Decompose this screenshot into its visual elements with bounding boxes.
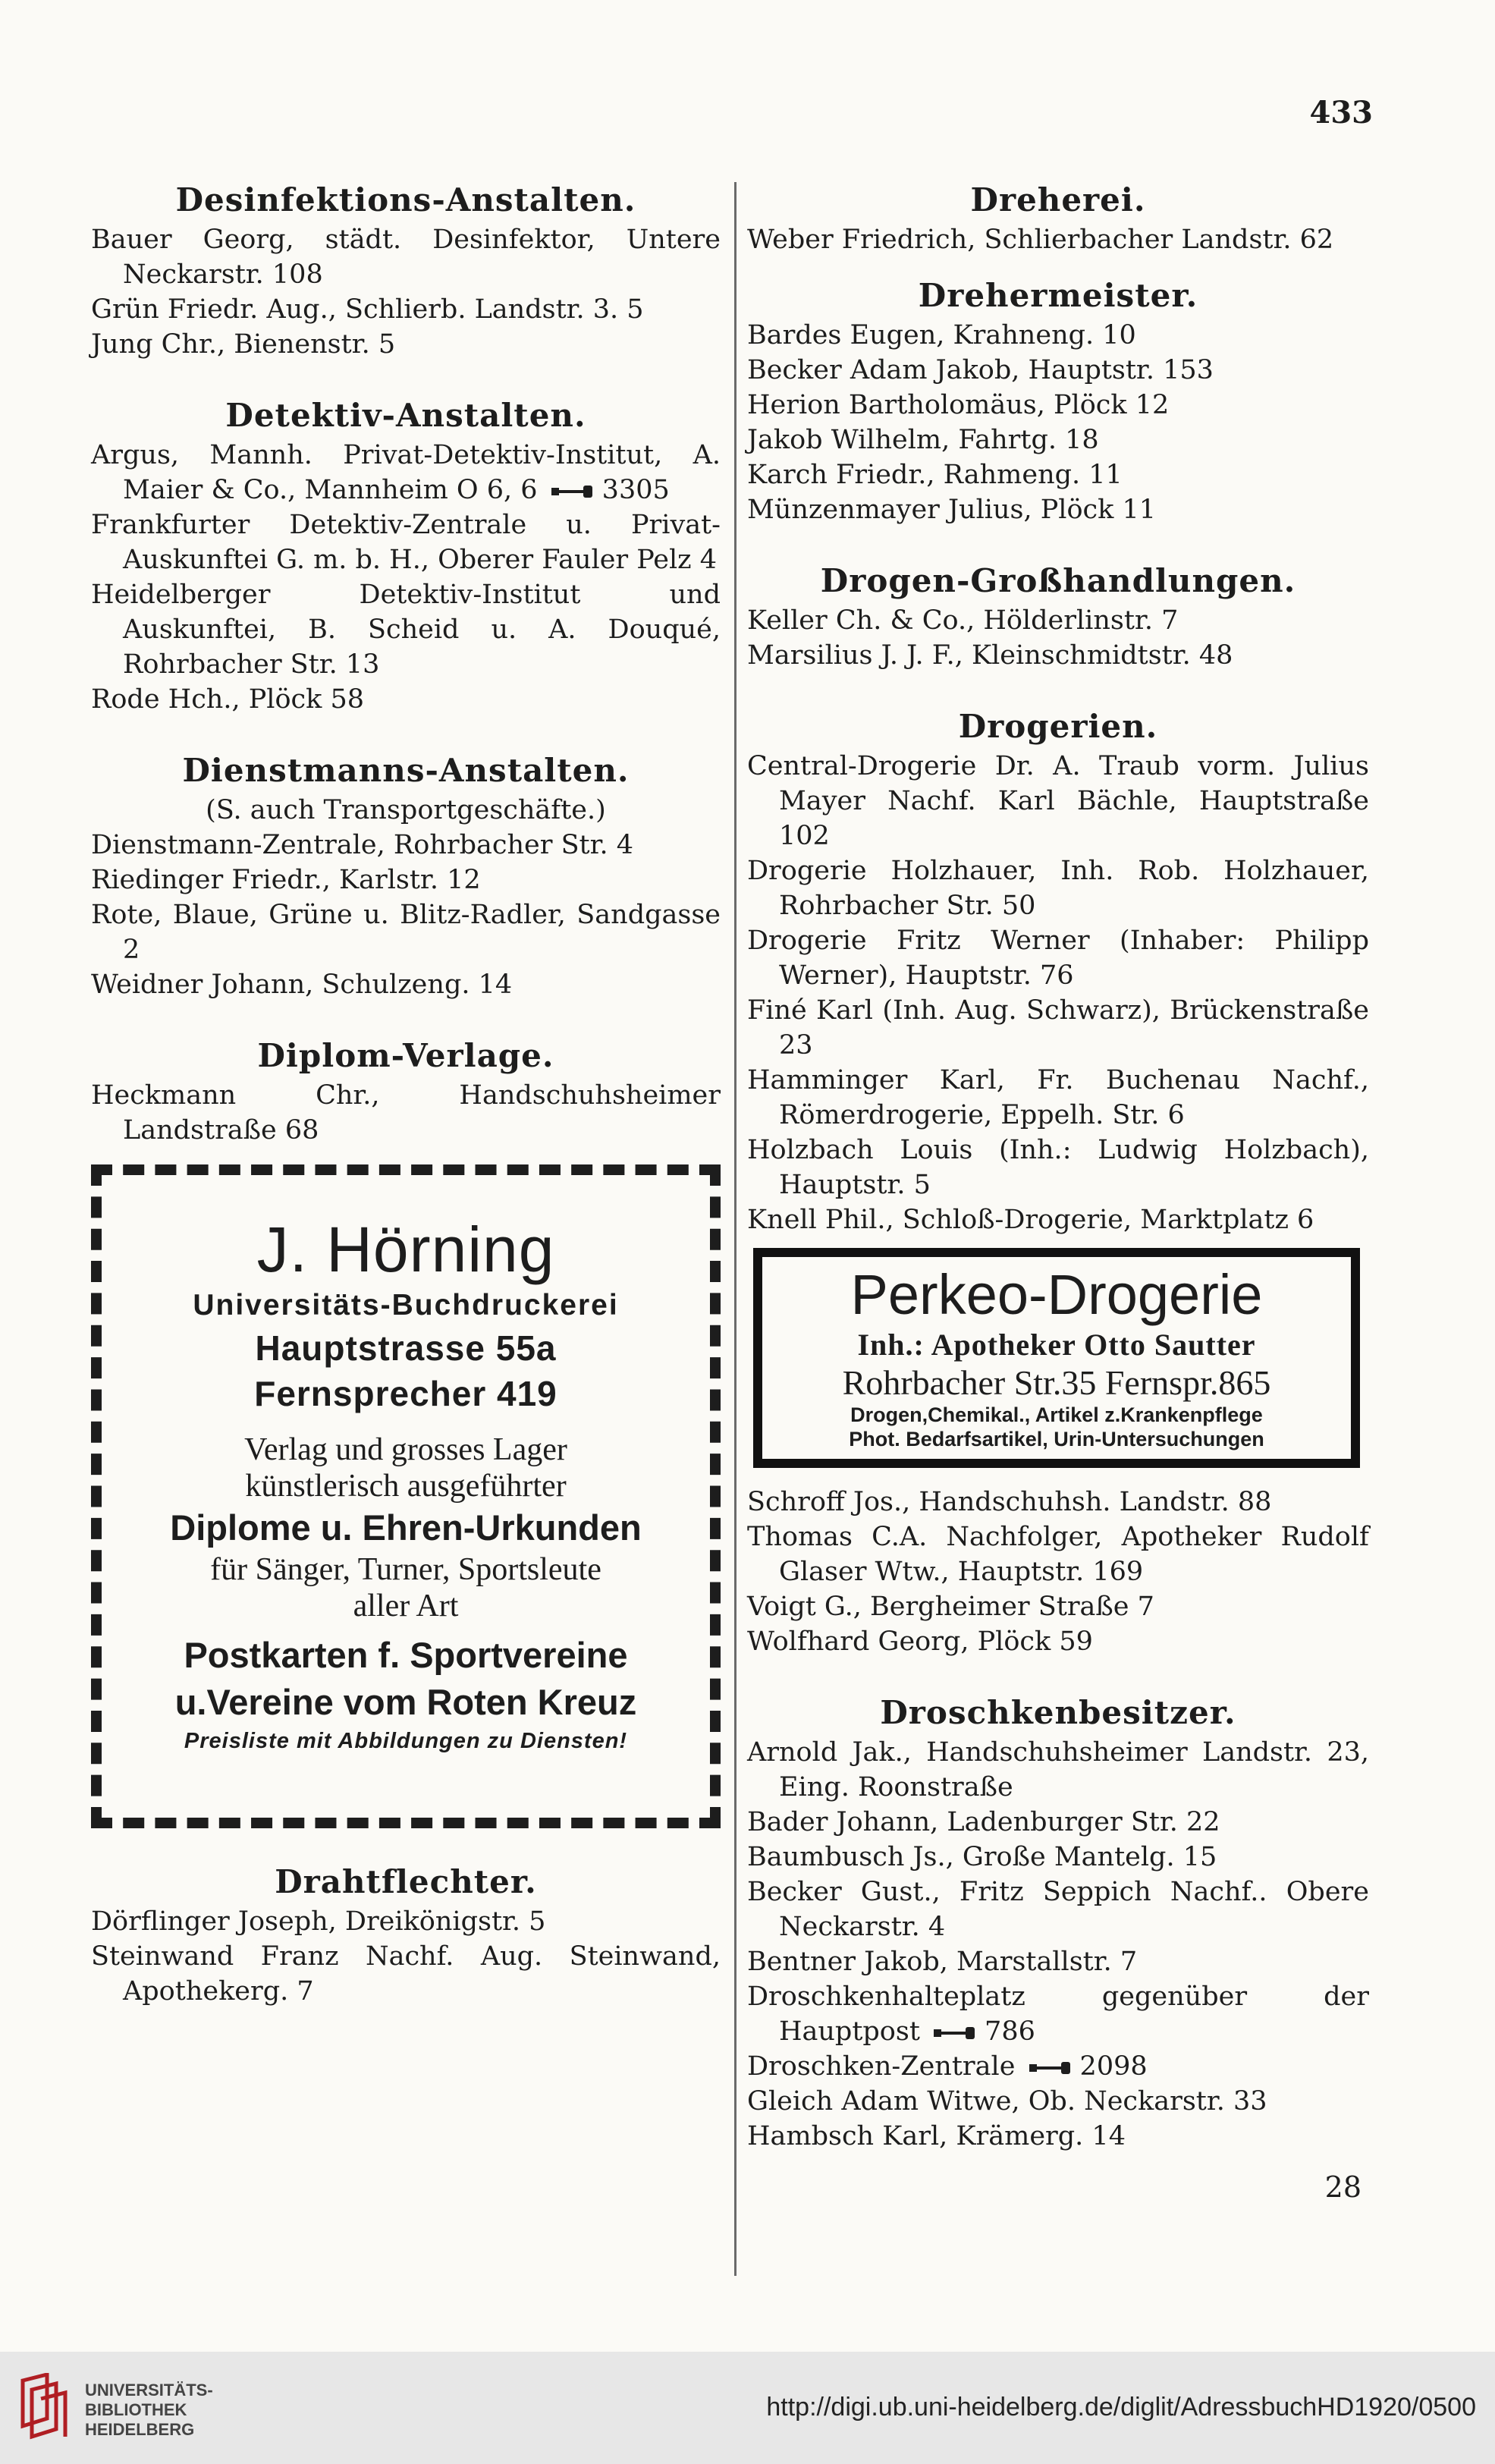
telephone-icon (551, 483, 595, 500)
section-title-dreherei: Dreherei. (970, 181, 1146, 218)
list-item: Dienstmann-Zentrale, Rohrbacher Str. 4 (91, 830, 634, 860)
ad-company-name: J. Hörning (256, 1214, 555, 1285)
list-item: Heidelberger Detektiv-Institut und Auskunftei, B. Scheid u. A. Douqué, Rohrbacher Str. 13 (91, 580, 721, 680)
ad-owner: Inh.: Apotheker Otto Sautter (857, 1328, 1256, 1362)
list-item (747, 2049, 1369, 2084)
section-title-diplom: Diplom-Verlage. (257, 1037, 554, 1074)
list-item: Bentner Jakob, Marstallstr. 7 (747, 1947, 1138, 1977)
list-item: Steinwand Franz Nachf. Aug. Steinwand, Apothekerg. 7 (91, 1941, 721, 2007)
list-item: Hamminger Karl, Fr. Buchenau Nachf., Römerdrogerie, Eppelh. Str. 6 (747, 1065, 1369, 1130)
list-item: Schroff Jos., Handschuhsh. Landstr. 88 (747, 1487, 1272, 1517)
section-title-detektiv: Detektiv-Anstalten. (225, 397, 586, 434)
entry-text: Argus, Mannh. Privat-Detektiv-Institut, A. Maier & Co., Mannheim O 6, 6 (91, 440, 721, 505)
ad-line: künstlerisch ausgeführter (245, 1469, 567, 1504)
phone-number: 2098 (1079, 2051, 1148, 2082)
section-title-dienstmann: Dienstmanns-Anstalten. (182, 752, 630, 789)
hoerning-advertisement (91, 1164, 721, 1828)
ad-address: Rohrbacher Str.35 Fernspr.865 (842, 1363, 1271, 1402)
section-title-droschken: Droschkenbesitzer. (880, 1694, 1236, 1731)
logo-line: HEIDELBERG (85, 2420, 195, 2439)
list-item: Holzbach Louis (Inh.: Ludwig Holzbach), Hauptstr. 5 (747, 1135, 1369, 1200)
section-title-drehermeister: Drehermeister. (918, 277, 1198, 314)
list-item: Hambsch Karl, Krämerg. 14 (747, 2121, 1126, 2151)
page-footer-number: 28 (1324, 2170, 1362, 2204)
list-item: Bauer Georg, städt. Desinfektor, Untere Neckarstr. 108 (91, 225, 721, 290)
ad-line: Drogen,Chemikal., Artikel z.Krankenpflege (850, 1403, 1263, 1426)
section-title-drogen-gross: Drogen-Großhandlungen. (820, 562, 1296, 599)
perkeo-advertisement (753, 1248, 1360, 1468)
page-number: 433 (1309, 95, 1373, 130)
ad-address: Hauptstrasse 55a (255, 1328, 557, 1368)
ad-phone: Fernsprecher 419 (254, 1374, 557, 1413)
telephone-icon (1029, 2060, 1073, 2076)
section-note: (S. auch Transportgeschäfte.) (206, 795, 606, 825)
list-item: Arnold Jak., Handschuhsheimer Landstr. 23, Eing. Roonstraße (747, 1737, 1369, 1802)
ad-subtitle: Universitäts-Buchdruckerei (193, 1289, 619, 1322)
ad-company-name: Perkeo-Drogerie (850, 1263, 1263, 1326)
list-item: Grün Friedr. Aug., Schlierb. Landstr. 3. 5 (91, 294, 644, 325)
list-item: Drogerie Holzhauer, Inh. Rob. Holzhauer, Rohrbacher Str. 50 (747, 856, 1369, 921)
list-item: Wolfhard Georg, Plöck 59 (747, 1626, 1093, 1657)
list-item: Finé Karl (Inh. Aug. Schwarz), Brückenstraße 23 (747, 995, 1369, 1061)
list-item: Voigt G., Bergheimer Straße 7 (747, 1592, 1154, 1622)
list-item: Marsilius J. J. F., Kleinschmidtstr. 48 (747, 640, 1233, 671)
library-logo-icon (17, 2373, 73, 2441)
ad-line: Verlag und grosses Lager (244, 1432, 567, 1467)
list-item: Frankfurter Detektiv-Zentrale u. Privat-Auskunftei G. m. b. H., Oberer Fauler Pelz 4 (91, 510, 721, 575)
list-item: Central-Drogerie Dr. A. Traub vorm. Julius Mayer Nachf. Karl Bächle, Hauptstraße 102 (747, 751, 1369, 851)
list-item: Jakob Wilhelm, Fahrtg. 18 (747, 425, 1099, 455)
logo-line: UNIVERSITÄTS- (85, 2381, 213, 2400)
section-title-desinfektion: Desinfektions-Anstalten. (175, 181, 636, 218)
phone-number: 786 (985, 2016, 1035, 2047)
column-divider (734, 182, 737, 2276)
entry-text: Droschkenhalteplatz gegenüber der Hauptpost (747, 1982, 1369, 2047)
list-item (747, 1979, 1369, 2049)
entry-text: Droschken-Zentrale (747, 2051, 1016, 2082)
list-item: Baumbusch Js., Große Mantelg. 15 (747, 1842, 1217, 1872)
section-title-draht: Drahtflechter. (275, 1863, 537, 1900)
list-item: Bardes Eugen, Krahneng. 10 (747, 320, 1136, 350)
list-item: Bader Johann, Ladenburger Str. 22 (747, 1807, 1220, 1837)
list-item: Drogerie Fritz Werner (Inhaber: Philipp Werner), Hauptstr. 76 (747, 926, 1369, 991)
source-url-link[interactable]: http://digi.ub.uni-heidelberg.de/diglit/AdressbuchHD1920/0500 (766, 2393, 1476, 2422)
section-title-drogerien: Drogerien. (958, 708, 1158, 745)
list-item: Jung Chr., Bienenstr. 5 (91, 329, 396, 360)
list-item: Becker Gust., Fritz Seppich Nachf.. Obere Neckarstr. 4 (747, 1877, 1369, 1942)
list-item: Knell Phil., Schloß-Drogerie, Marktplatz 6 (747, 1205, 1314, 1235)
list-item (91, 438, 721, 508)
right-column (747, 178, 1369, 2204)
list-item: Herion Bartholomäus, Plöck 12 (747, 390, 1170, 420)
library-logo-text (85, 2381, 213, 2440)
list-item: Weidner Johann, Schulzeng. 14 (91, 970, 513, 1000)
phone-number: 3305 (601, 475, 670, 505)
list-item: Dörflinger Joseph, Dreikönigstr. 5 (91, 1906, 546, 1937)
list-item: Weber Friedrich, Schlierbacher Landstr. 62 (747, 225, 1334, 255)
logo-line: BIBLIOTHEK (85, 2400, 187, 2419)
list-item: Rote, Blaue, Grüne u. Blitz-Radler, Sandgasse 2 (91, 900, 721, 965)
list-item: Thomas C.A. Nachfolger, Apotheker Rudolf Glaser Wtw., Hauptstr. 169 (747, 1522, 1369, 1587)
list-item: Rode Hch., Plöck 58 (91, 684, 364, 715)
ad-line: Postkarten f. Sportvereine (184, 1635, 628, 1675)
list-item: Becker Adam Jakob, Hauptstr. 153 (747, 355, 1214, 385)
list-item: Heckmann Chr., Handschuhsheimer Landstraße 68 (91, 1080, 721, 1146)
ad-line: Diplome u. Ehren-Urkunden (170, 1507, 642, 1548)
ad-line: u.Vereine vom Roten Kreuz (174, 1682, 637, 1722)
list-item: Riedinger Friedr., Karlstr. 12 (91, 865, 481, 895)
ad-line: Phot. Bedarfsartikel, Urin-Untersuchungen (849, 1428, 1264, 1450)
left-column (91, 178, 721, 2009)
ad-line: Preisliste mit Abbildungen zu Diensten! (184, 1729, 628, 1753)
ad-line: aller Art (353, 1589, 459, 1623)
ad-line: für Sänger, Turner, Sportsleute (210, 1552, 601, 1587)
list-item: Gleich Adam Witwe, Ob. Neckarstr. 33 (747, 2086, 1267, 2117)
list-item: Keller Ch. & Co., Hölderlinstr. 7 (747, 605, 1179, 636)
list-item: Karch Friedr., Rahmeng. 11 (747, 460, 1123, 490)
viewer-footer (0, 2352, 1495, 2464)
list-item: Münzenmayer Julius, Plöck 11 (747, 495, 1157, 525)
telephone-icon (933, 2025, 977, 2041)
